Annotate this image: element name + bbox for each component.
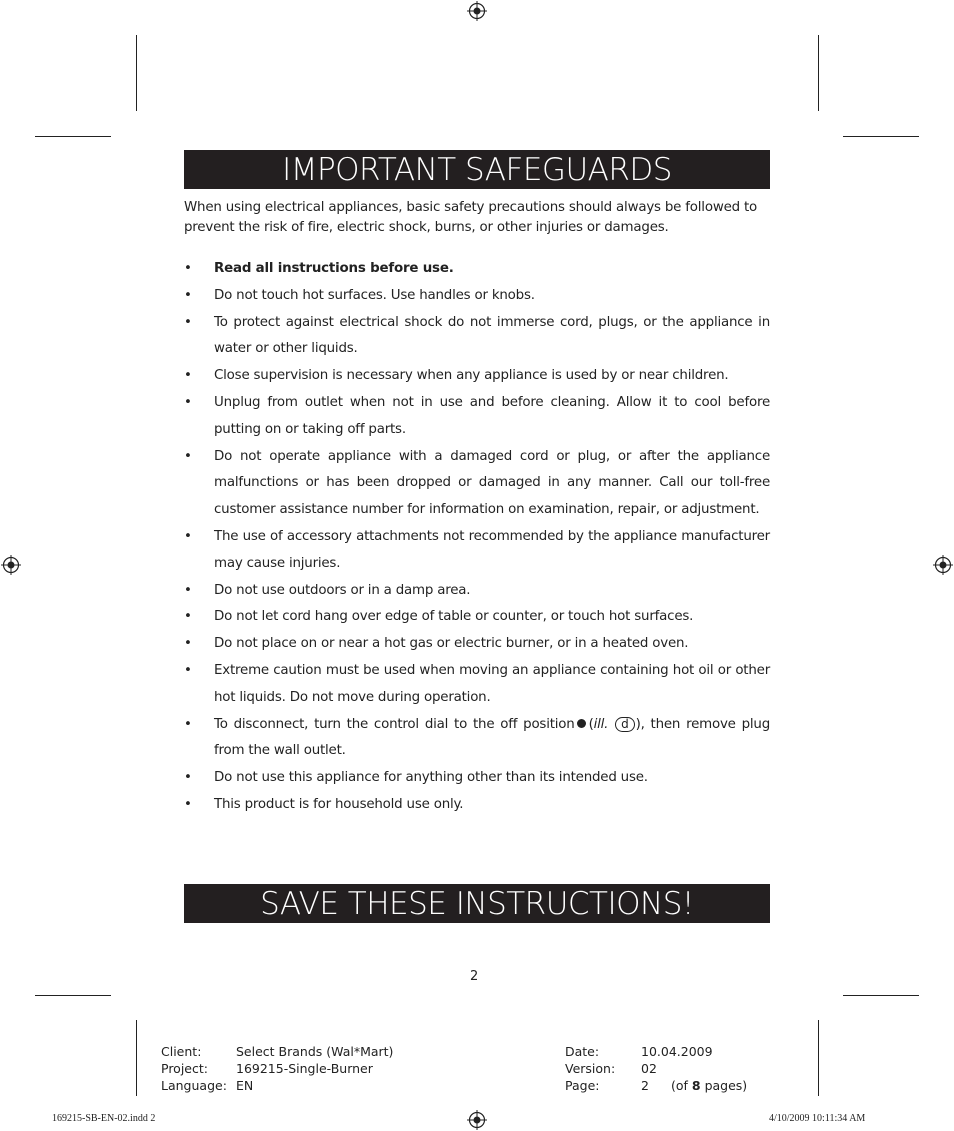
meta-values-left [236,1043,393,1094]
list-item: • Do not use outdoors or in a damp area. [184,578,770,605]
list-item: • Read all instructions before use. [184,256,770,283]
bullet: • [184,314,192,330]
date-value: 10.04.2009 [641,1044,713,1059]
list-item: • Do not let cord hang over edge of table or counter, or touch hot surfaces. [184,604,770,631]
save-instructions-title: SAVE THESE INSTRUCTIONS! [260,886,694,922]
crop-mark [843,995,919,996]
bullet: • [184,448,192,464]
crop-mark [843,136,919,137]
crop-mark [818,1020,819,1096]
bullet: • [184,796,192,812]
bullet: • [184,368,192,384]
intro-paragraph: When using electrical appliances, basic safety precautions should always be followed to prevent the risk of fire, electric shock, burns, or other injuries or damages. [184,200,758,235]
project-value: 169215-Single-Burner [236,1061,373,1076]
list-item: • Do not place on or near a hot gas or electric burner, or in a heated oven. [184,631,770,658]
list-item-disconnect: • To disconnect, turn the control dial to the off position (ill. d ), then remove plug from the wall outlet. [184,712,770,766]
meta-values-right [641,1043,747,1094]
bullet: • [184,582,192,598]
page-value: 2 (of 8 pages) [641,1078,748,1093]
bullet: • [184,636,192,652]
off-position-dot-icon [577,719,586,728]
list-item: • Unplug from outlet when not in use and before cleaning. Allow it to cool before putting on or taking off parts. [184,390,770,444]
list-item: • This product is for household use only. [184,792,770,819]
safeguards-list [184,256,770,819]
bullet: • [184,287,192,303]
crop-mark [818,35,819,111]
meta-labels-right: Date: Version: Page: [565,1044,616,1093]
registration-mark-icon [467,1,487,21]
save-instructions-banner [184,884,770,923]
illustration-ref-badge: d [615,717,634,732]
list-item: • To protect against electrical shock do not immerse cord, plugs, or the appliance in water or other liquids. [184,310,770,364]
bullet: • [184,394,192,410]
registration-mark-icon [933,555,953,575]
list-item: • Close supervision is necessary when any appliance is used by or near children. [184,363,770,390]
page-title-banner [184,150,770,189]
slug-timestamp: 4/10/2009 10:11:34 AM [769,1113,866,1124]
crop-mark [136,1020,137,1096]
bullet: • [184,662,192,678]
bullet: • [184,528,192,544]
version-value: 02 [641,1061,657,1076]
meta-labels-left: Client: Project: Language: [161,1044,227,1093]
bullet: • [184,716,192,732]
list-item: • Do not use this appliance for anything other than its intended use. [184,765,770,792]
bullet: • [184,261,192,276]
crop-mark [136,35,137,111]
registration-mark-icon [467,1110,487,1130]
page-number: 2 [470,969,479,984]
client-value: Select Brands (Wal*Mart) [236,1044,394,1059]
page-title: IMPORTANT SAFEGUARDS [282,152,672,188]
registration-mark-icon [1,555,21,575]
list-item: • The use of accessory attachments not recommended by the appliance manufacturer may cause injuries. [184,524,770,578]
list-item: • Extreme caution must be used when moving an appliance containing hot oil or other hot liquids. Do not move during operation. [184,658,770,712]
list-item: • Do not operate appliance with a damaged cord or plug, or after the appliance malfunctions or has been dropped or damaged in any manner. Call our toll-free customer assistance number for information on examination, repair, or adjustment. [184,444,770,524]
list-item: • Do not touch hot surfaces. Use handles or knobs. [184,283,770,310]
bullet: • [184,609,192,625]
crop-mark [35,136,111,137]
bullet: • [184,770,192,786]
slug-filename: 169215-SB-EN-02.indd 2 [52,1113,156,1124]
language-value: EN [236,1078,254,1093]
crop-mark [35,995,111,996]
